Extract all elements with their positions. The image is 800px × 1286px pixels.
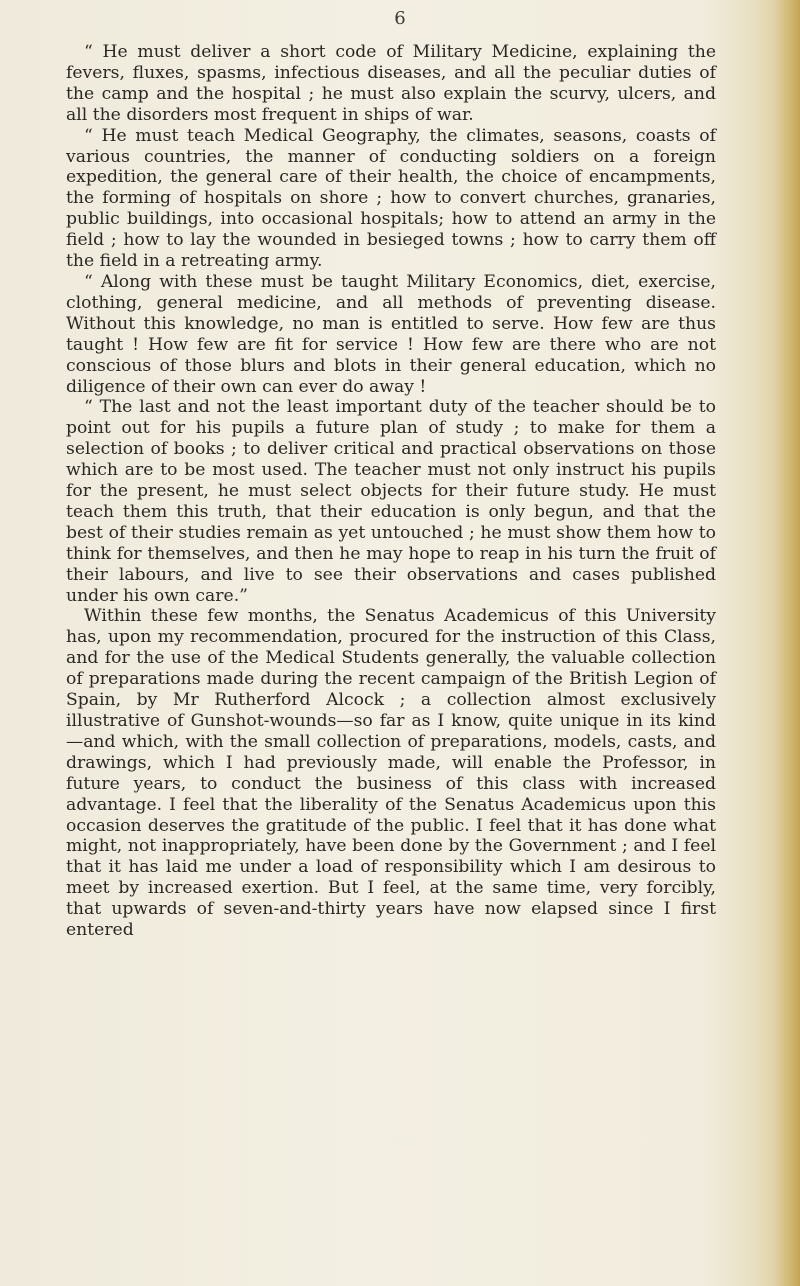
paragraph-medical-geography: “ He must teach Medical Geography, the climates, seasons, coasts of various countries, the manner of conducting soldiers on a foreign expedition, the general care of their health, the choice of encampments, the forming of hospitals on shore ; how to convert churches, granaries, public buildings, into occasional hospitals; how to attend an army in the field ; how to lay the wounded in besieged towns ; how to carry them off the field in a retreating army.	[66, 125, 716, 272]
page-number: 6	[394, 8, 406, 29]
page-edge-shadow	[774, 0, 800, 1286]
paragraph-military-medicine: “ He must deliver a short code of Military Medicine, explaining the fevers, fluxes, spasms, infectious diseases, and all the peculiar duties of the camp and the hospital ; he must also explain the scurvy, ulcers, and all the disorders most frequent in ships of war.	[66, 42, 716, 125]
paragraph-military-economics: “ Along with these must be taught Military Economics, diet, exercise, clothing, general medicine, and all methods of preventing disease. Without this knowledge, no man is entitled to serve. How few are thus taught ! How few are fit for service ! How few are there who are not conscious of those blurs and blots in their general education, which no diligence of their own can ever do away !	[66, 271, 716, 397]
body-text	[66, 42, 716, 941]
paragraph-teacher-duty: “ The last and not the least important duty of the teacher should be to point out for his pupils a future plan of study ; to make for them a selection of books ; to deliver critical and practical observations on those which are to be most used. The teacher must not only instruct his pupils for the present, he must select objects for their future study. He must teach them this truth, that their education is only begun, and that the best of their studies remain as yet untouched ; he must show them how to think for themselves, and then he may hope to reap in his turn the fruit of their labours, and live to see their observations and cases published under his own care.”	[66, 397, 716, 606]
paragraph-collection: Within these few months, the Senatus Academicus of this University has, upon my recommendation, procured for the instruction of this Class, and for the use of the Medical Students generally, the valuable collection of preparations made during the recent campaign of the British Legion of Spain, by Mr Rutherford Alcock ; a collection almost exclusively illustrative of Gunshot-wounds—so far as I know, quite unique in its kind—and which, with the small collection of preparations, models, casts, and drawings, which I had previously made, will enable the Professor, in future years, to conduct the business of this class with increased advantage. I feel that the liberality of the Senatus Academicus upon this occasion deserves the gratitude of the public. I feel that it has done what might, not inappropriately, have been done by the Government ; and I feel that it has laid me under a load of responsibility which I am desirous to meet by increased exertion. But I feel, at the same time, very forcibly, that upwards of seven-and-thirty years have now elapsed since I first entered	[66, 606, 716, 941]
